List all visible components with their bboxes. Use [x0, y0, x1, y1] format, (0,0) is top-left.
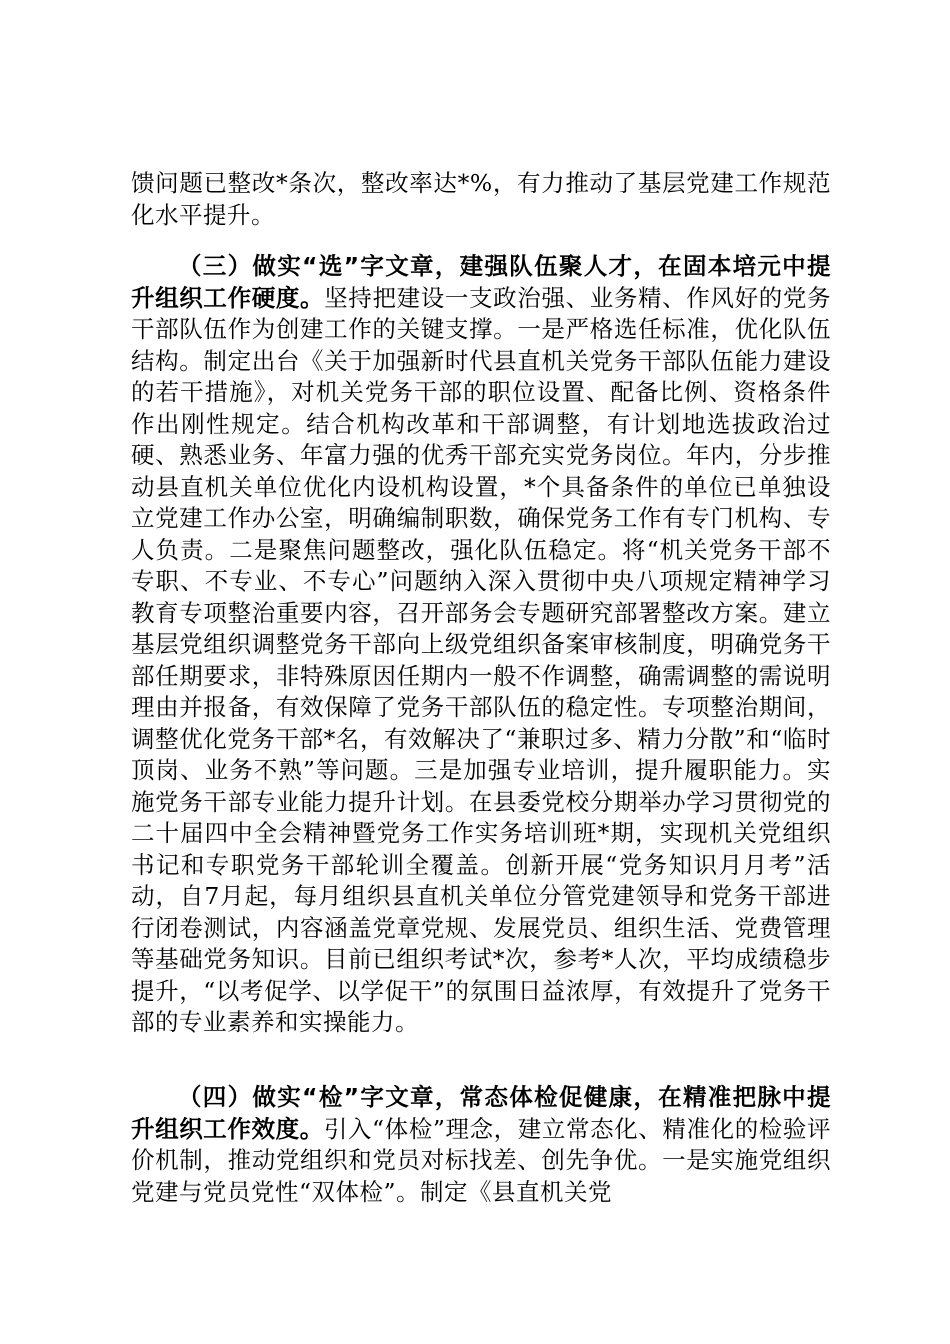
- section-heading: （三）做实“选”字文章，建强队伍聚人才，在固本培元中提升组织工作硬度。: [131, 252, 831, 312]
- paragraph-continuation: [131, 168, 831, 231]
- paragraph-text: 馈问题已整改*条次，整改率达*%，有力推动了基层党建工作规范化水平提升。: [131, 169, 831, 229]
- section-three-paragraph: [131, 251, 831, 1039]
- section-body: 引入“体检”理念，建立常态化、精准化的检验评价机制，推动党组织和党员对标找差、创先争优。一是实施党组织党建与党员党性“双体检”。制定《县直机关党: [131, 1114, 832, 1206]
- section-heading: （四）做实“检”字文章，常态体检促健康，在精准把脉中提升组织工作效度。: [131, 1083, 831, 1143]
- paragraph-body: [131, 251, 831, 1039]
- section-four-paragraph: [131, 1082, 831, 1208]
- section-body: 坚持把建设一支政治强、业务精、作风好的党务干部队伍作为创建工作的关键支撑。一是严格选任标准，优化队伍结构。制定出台《关于加强新时代县直机关党务干部队伍能力建设的若干措施》，对机关党务干部的职位设置、配备比例、资格条件作出刚性规定。结合机构改革和干部调整，有计划地选拔政治过硬、熟悉业务、年富力强的优秀干部充实党务岗位。年内，分步推动县直机关单位优化内设机构设置，*个具备条件的单位已单独设立党建工作办公室，明确编制职数，确保党务工作有专门机构、专人负责。二是聚焦问题整改，强化队伍稳定。将“机关党务干部不专职、不专业、不专心”问题纳入深入贯彻中央八项规定精神学习教育专项整治重要内容，召开部务会专题研究部署整改方案。建立基层党组织调整党务干部向上级党组织备案审核制度，明确党务干部任期要求，非特殊原因任期内一般不作调整，确需调整的需说明理由并报备，有效保障了党务干部队伍的稳定性。专项整治期间，调整优化党务干部*名，有效解决了“兼职过多、精力分散”和“临时顶岗、业务不熟”等问题。三是加强专业培训，提升履职能力。实施党务干部专业能力提升计划。在县委党校分期举办学习贯彻党的二十届四中全会精神暨党务工作实务培训班*期，实现机关党组织书记和专职党务干部轮训全覆盖。创新开展“党务知识月月考”活动，自7月起，每月组织县直机关单位分管党建领导和党务干部进行闭卷测试，内容涵盖党章党规、发展党员、组织生活、党费管理等基础党务知识。目前已组织考试*次，参考*人次，平均成绩稳步提升，“以考促学、以学促干”的氛围日益浓厚，有效提升了党务干部的专业素养和实操能力。: [131, 283, 832, 1036]
- paragraph-body: [131, 1082, 831, 1208]
